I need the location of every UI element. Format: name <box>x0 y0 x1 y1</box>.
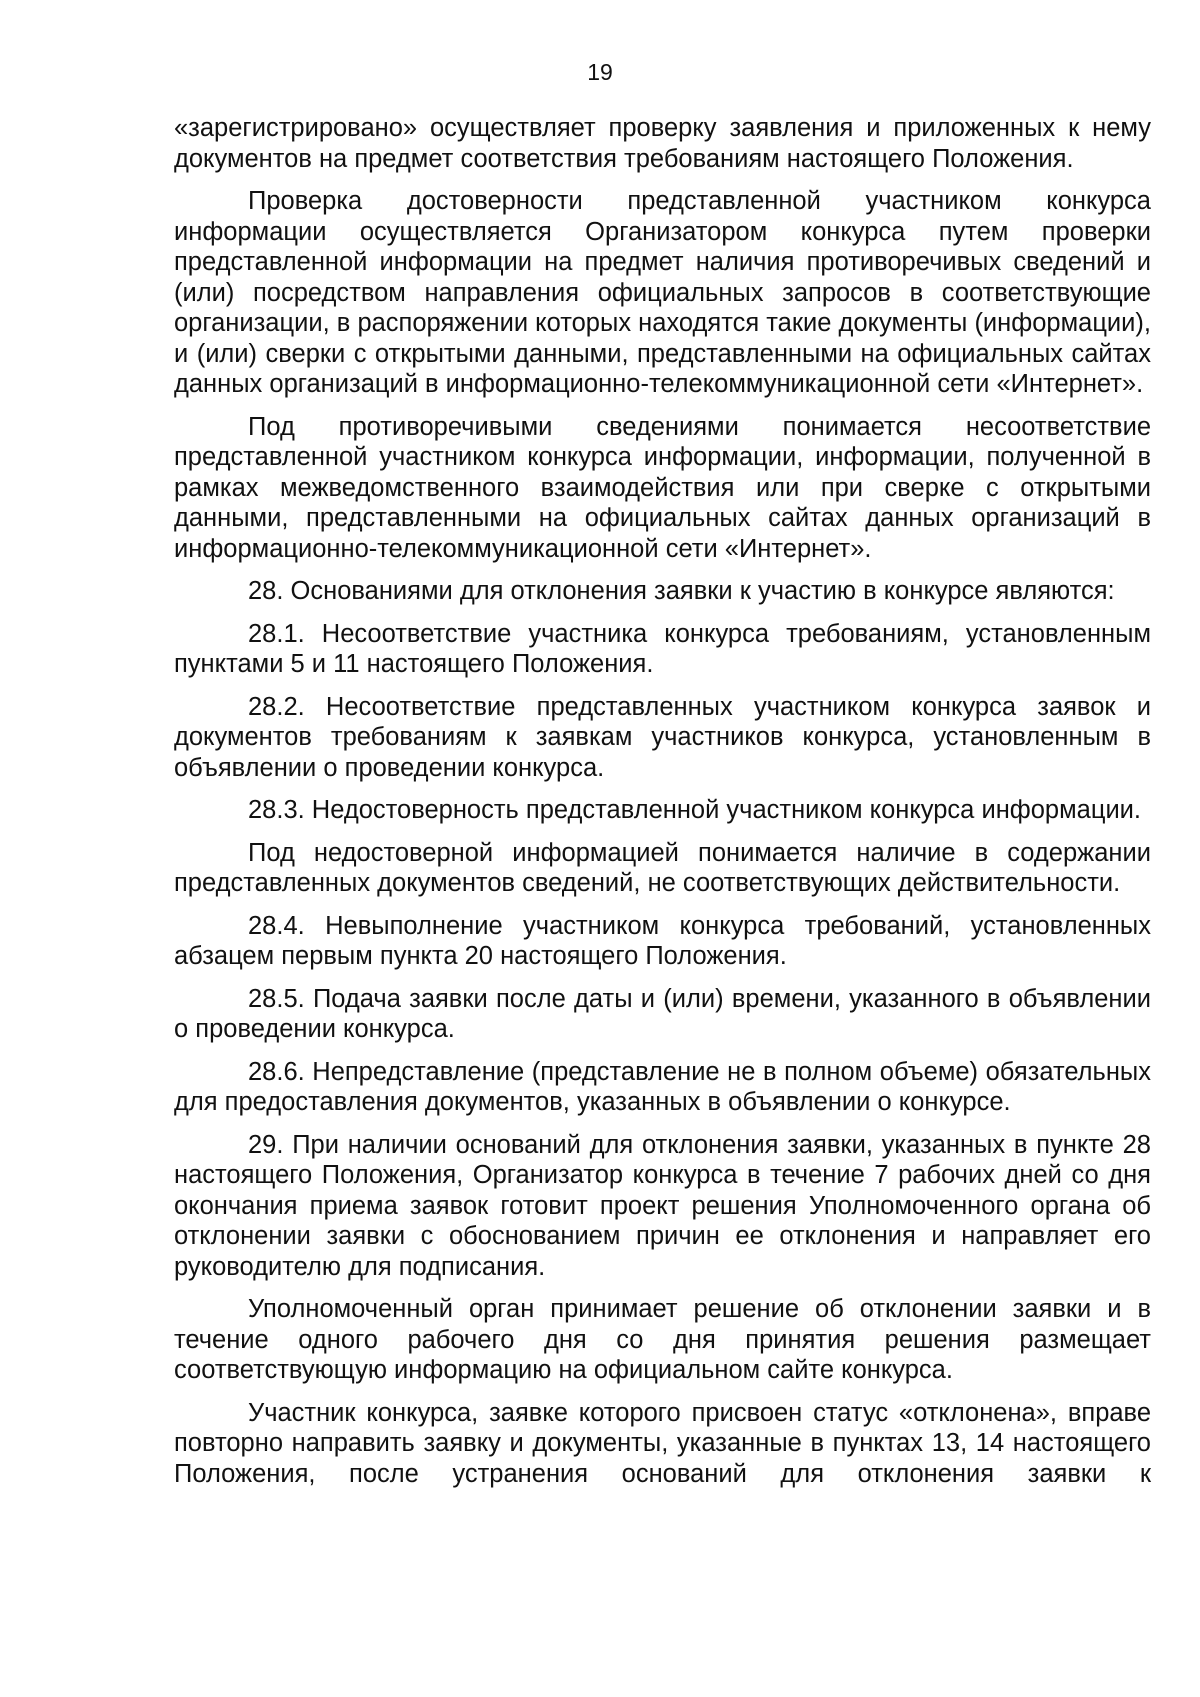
paragraph-contradictory-info: Под противоречивыми сведениями понимается несоответствие представленной участником конкурса информации, информации, полученной в рамках межведомственного взаимодействия или при сверке с открытыми данными, представленными на официальных сайтах данных организаций в информационно-телекоммуникационной сети «Интернет». <box>174 412 1151 563</box>
paragraph-continuation: «зарегистрировано» осуществляет проверку заявления и приложенных к нему документов на предмет соответствия требованиям настоящего Положения. <box>174 114 1151 173</box>
paragraph-authorized-body-decision: Уполномоченный орган принимает решение об отклонении заявки и в течение одного рабочего дня со дня принятия решения размещает соответствующую информацию на официальном сайте конкурса. <box>174 1295 1151 1384</box>
page-number: 19 <box>587 59 613 85</box>
paragraph-28-3: 28.3. Недостоверность представленной участником конкурса информации. <box>248 796 1142 824</box>
paragraph-unreliable-info: Под недостоверной информацией понимается наличие в содержании представленных документов сведений, не соответствующих действительности. <box>174 838 1151 897</box>
paragraph-28-4: 28.4. Невыполнение участником конкурса требований, установленных абзацем первым пункта 20 настоящего Положения. <box>174 911 1151 970</box>
paragraph-28-5: 28.5. Подача заявки после даты и (или) времени, указанного в объявлении о проведении конкурса. <box>174 984 1151 1043</box>
paragraph-28-1: 28.1. Несоответствие участника конкурса требованиям, установленным пунктами 5 и 11 настоящего Положения. <box>174 619 1151 678</box>
paragraph-28-6: 28.6. Непредставление (представление не в полном объеме) обязательных для предоставления документов, указанных в объявлении о конкурсе. <box>174 1057 1151 1116</box>
paragraph-28: 28. Основаниями для отклонения заявки к участию в конкурсе являются: <box>248 577 1115 605</box>
document-body <box>174 113 1151 1489</box>
paragraph-29: 29. При наличии оснований для отклонения заявки, указанных в пункте 28 настоящего Положения, Организатор конкурса в течение 7 рабочих дней со дня окончания приема заявок готовит проект решения Уполномоченного органа об отклонении заявки с обоснованием причин ее отклонения и направляет его руководителю для подписания. <box>174 1130 1151 1281</box>
paragraph-verification: Проверка достоверности представленной участником конкурса информации осуществляется Организатором конкурса путем проверки представленной информации на предмет наличия противоречивых сведений и (или) посредством направления официальных запросов в соответствующие организации, в распоряжении которых находятся такие документы (информации), и (или) сверки с открытыми данными, представленными на официальных сайтах данных организаций в информационно-телекоммуникационной сети «Интернет». <box>174 187 1151 398</box>
paragraph-resubmission: Участник конкурса, заявке которого присвоен статус «отклонена», вправе повторно направить заявку и документы, указанные в пунктах 13, 14 настоящего Положения, после устранения оснований для отклонения заявки к <box>174 1398 1151 1488</box>
paragraph-28-2: 28.2. Несоответствие представленных участником конкурса заявок и документов требованиям к заявкам участников конкурса, установленным в объявлении о проведении конкурса. <box>174 692 1151 782</box>
